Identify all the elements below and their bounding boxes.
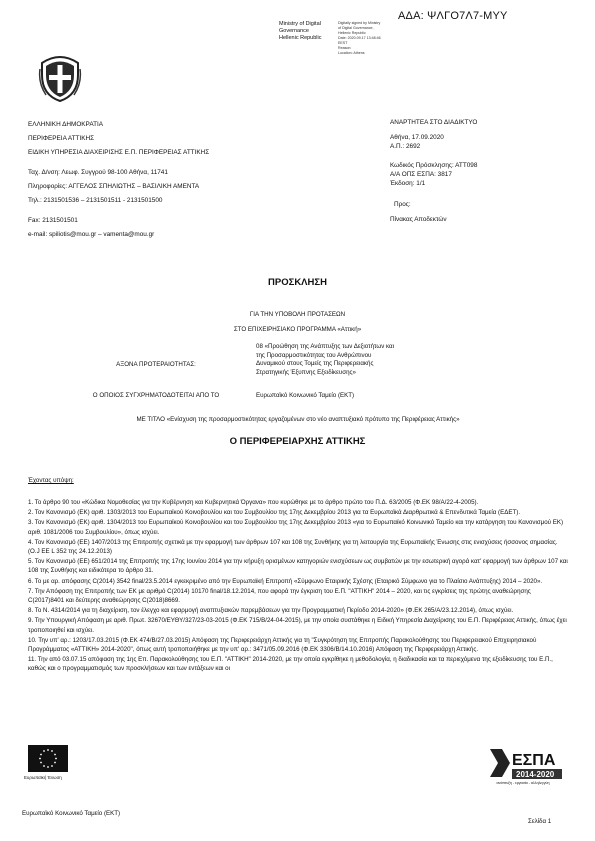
page-number: Σελίδα 1 bbox=[528, 818, 552, 825]
signature-detail-line: Date: 2020.09.17 13:48:46 bbox=[338, 36, 381, 40]
considerations-list bbox=[28, 498, 568, 675]
signature-detail-line: Hellenic Republic bbox=[338, 31, 366, 35]
region-name: ΠΕΡΙΦΕΡΕΙΑ ΑΤΤΙΚΗΣ bbox=[28, 135, 95, 142]
fax-number: Fax: 2131501501 bbox=[28, 217, 78, 224]
regional-governor-heading: Ο ΠΕΡΙΦΕΡΕΙΑΡΧΗΣ ΑΤΤΙΚΗΣ bbox=[229, 436, 366, 447]
espa-slogan: ανάπτυξη - εργασία - αλληλεγγύη bbox=[496, 781, 550, 785]
list-item: 9. Την Υπουργική Απόφαση με αριθ. Πρωτ. 32670/ΕΥΘΥ/327/23-03-2015 (Φ.ΕΚ 715/Β/24-04-2015), με την οποία συστάθηκε η Ειδική Υπηρεσία Διαχείρισης του Ε.Π. Περιφέρειας Αττικής, όπως έχει τροποποιηθεί και ισχύει. bbox=[28, 617, 567, 634]
priority-axis-value bbox=[256, 343, 516, 377]
signer-line: Governance bbox=[279, 28, 309, 34]
espa-brand: ΕΣΠΑ bbox=[512, 752, 556, 769]
eu-flag-icon bbox=[28, 745, 68, 772]
priority-axis-label: ΑΞΟΝΑ ΠΡΟΤΕΡΑΙΟΤΗΤΑΣ: bbox=[116, 361, 196, 368]
espa-period: 2014-2020 bbox=[516, 770, 555, 779]
list-item: 6. Το με αρ. απόφασης C(2014) 3542 final/23.5.2014 εγκεκριμένο από την Ευρωπαϊκή Επιτροπή «Σύμφωνο Εταιρικής Σχέσης (Εταιρικό Σύμφωνο για το Πλαίσιο Ανάπτυξης) 2014 – 2020». bbox=[28, 577, 543, 585]
issuing-authority-block bbox=[28, 118, 308, 242]
signature-detail-line: Reason: bbox=[338, 46, 352, 50]
list-item: 11. Την από 03.07.15 απόφαση της 1ης Επ. Παρακολούθησης του Ε.Π. "ΑΤΤΙΚΗ" 2014-2020, με την οποία εγκρίθηκε η μεθοδολογία, η διαδικασία και τα περιεχόμενα της εξειδίκευσης του Ε.Π., καθώς και ο προγραμματισμός των προσκλήσεων και των εντάξεων και οι bbox=[28, 656, 553, 673]
axis-line: Στρατηγικής Έξυπνης Εξειδίκευσης» bbox=[256, 368, 356, 376]
email-addresses[interactable]: e-mail: spiliotis@mou.gr – vamenta@mou.gr bbox=[28, 231, 155, 238]
phone-numbers: Τηλ.: 2131501536 – 2131501511 - 2131501500 bbox=[28, 197, 163, 204]
cofunded-label: Ο ΟΠΟΙΟΣ ΣΥΓΧΡΗΜΑΤΟΔΟΤΕΙΤΑΙ ΑΠΟ ΤΟ bbox=[92, 392, 220, 399]
list-item: 2. Τον Κανονισμό (ΕΚ) αριθ. 1303/2013 του Ευρωπαϊκού Κοινοβουλίου και του Συμβουλίου της 17ης Δεκεμβρίου 2013 για τα Ευρωπαϊκά Διαρθρωτικά & Επενδυτικά Ταμεία (ΕΔΕΤ). bbox=[28, 509, 521, 517]
signer-line: Hellenic Republic bbox=[279, 35, 322, 41]
digital-signature-name bbox=[279, 21, 339, 42]
signature-detail-line: Location: Athens bbox=[338, 51, 365, 55]
contact-persons: Πληροφορίες: ΑΓΓΕΛΟΣ ΣΠΗΛΙΩΤΗΣ – ΒΑΣΙΛΙΚΗ ΑΜΕΝΤΑ bbox=[28, 183, 200, 190]
protocol-number: Α.Π.: 2692 bbox=[390, 143, 421, 150]
program-name: ΣΤΟ ΕΠΙΧΕΙΡΗΣΙΑΚΟ ΠΡΟΓΡΑΜΜΑ «Αττική» bbox=[233, 326, 362, 333]
country-name: ΕΛΛΗΝΙΚΗ ΔΗΜΟΚΡΑΤΙΑ bbox=[28, 121, 104, 128]
list-item: 10. Την υπ' αρ.: 1203/17.03.2015 (Φ.ΕΚ 474/Β/27.03.2015) Απόφαση της Περιφερειάρχη Αττικής για τη "Συγκρότηση της Επιτροπής Παρακολούθησης του Περιφερειακού Επιχειρησιακού Προγράμματος «ΑΤΤΙΚΗ» 2014-2020", όπως αυτή τροποποιήθηκε με την υπ' αρ.: 3471/05.09.2016 (Φ.ΕΚ 3306/Β/14.10.2016) Απόφαση της Περιφερειάρχη Αττικής. bbox=[28, 636, 537, 654]
cofunded-value: Ευρωπαϊκό Κοινωνικό Ταμείο (ΕΚΤ) bbox=[256, 392, 355, 399]
document-date: Αθήνα, 17.09.2020 bbox=[390, 134, 444, 141]
hellenic-coat-of-arms-icon bbox=[38, 53, 82, 103]
document-title: ΠΡΟΣΚΛΗΣΗ bbox=[268, 277, 327, 288]
espa-logo-icon bbox=[482, 745, 564, 785]
document-meta-block bbox=[390, 118, 580, 224]
list-item: 5. Τον Κανονισμό (ΕΕ) 651/2014 της Επιτροπής της 17ης Ιουνίου 2014 για την κήρυξη ορισμένων κατηγοριών ενισχύσεων ως συμβατών με την εσωτερική αγορά κατ' εφαρμογή των άρθρων 107 και 108 της Συνθήκης και ειδικότερα το άρθρο 31. bbox=[28, 558, 568, 575]
axis-line: Δυναμικού στους Τομείς της Περιφερειακής bbox=[256, 360, 374, 368]
list-item: 1. Το άρθρο 90 του «Κώδικα Νομοθεσίας για την Κυβέρνηση και Κυβερνητικά Όργανα» που κυρώθηκε με το άρθρο πρώτο του Π.Δ. 63/2005 (Φ.ΕΚ 98/Α/22-4-2005). bbox=[28, 499, 479, 506]
call-subject: ΜΕ ΤΙΤΛΟ «Ενίσχυση της προσαρμοστικότητας εργαζομένων στο νέο αναπτυξιακό πρότυπο της Περιφέρειας Αττικής» bbox=[136, 416, 460, 423]
list-item: 4. Τον Κανονισμό (ΕΕ) 1407/2013 της Επιτροπής σχετικά με την εφαρμογή των άρθρων 107 και 108 της Συνθήκης για τη λειτουργία της Ευρωπαϊκής Ένωσης στις ενισχύσεις ήσσονος σημασίας. (O.J EE L 352 της 24.12.2013) bbox=[28, 538, 558, 556]
call-code: Κωδικός Πρόσκλησης: ΑΤΤ098 bbox=[390, 162, 478, 169]
document-subtitle: ΓΙΑ ΤΗΝ ΥΠΟΒΟΛΗ ΠΡΟΤΑΣΕΩΝ bbox=[249, 311, 346, 318]
recipients-table-ref: Πίνακας Αποδεκτών bbox=[390, 216, 447, 223]
ada-code: ΑΔΑ: ΨΛΓΟ7Λ7-ΜΥΥ bbox=[398, 10, 508, 22]
signer-line: Ministry of Digital bbox=[279, 21, 321, 27]
signature-detail-line: Digitally signed by Ministry bbox=[338, 21, 381, 25]
axis-line: της Προσαρμοστικότητας του Ανθρώπινου bbox=[256, 351, 372, 359]
digital-signature-details bbox=[338, 21, 398, 56]
list-item: 7. Την Απόφαση της Επιτροπής των ΕΚ με αριθμό C(2014) 10170 final/18.12.2014, που αφορά την έγκριση του Ε.Π. "ΑΤΤΙΚΗ" 2014 – 2020, και τις εγκρίσεις της πρώτης αναθεώρησης C(2017)8401 και δεύτερης αναθεώρησης C(2018)8669. bbox=[28, 587, 531, 605]
publish-notice: ΑΝΑΡΤΗΤΕΑ ΣΤΟ ΔΙΑΔΙΚΤΥΟ bbox=[390, 119, 478, 126]
postal-address: Ταχ. Δ/νση: Λεωφ. Συγγρού 98-100 Αθήνα, 11741 bbox=[28, 169, 168, 176]
recipients-label: Προς: bbox=[394, 201, 411, 208]
eu-caption: Ευρωπαϊκή Ένωση bbox=[24, 775, 62, 780]
signature-detail-line: EEST bbox=[338, 41, 348, 45]
service-name: ΕΙΔΙΚΗ ΥΠΗΡΕΣΙΑ ΔΙΑΧΕΙΡΙΣΗΣ Ε.Π. ΠΕΡΙΦΕΡΕΙΑΣ ΑΤΤΙΚΗΣ bbox=[28, 149, 210, 156]
considerations-intro: Έχοντας υπόψη: bbox=[28, 477, 74, 484]
footer-fund: Ευρωπαϊκό Κοινωνικό Ταμείο (ΕΚΤ) bbox=[22, 810, 121, 817]
espa-id: Α/Α ΟΠΣ ΕΣΠΑ: 3817 bbox=[390, 171, 452, 178]
signature-detail-line: of Digital Governance, bbox=[338, 26, 374, 30]
list-item: 3. Τον Κανονισμό (ΕΚ) αριθ. 1304/2013 του Ευρωπαϊκού Κοινοβουλίου και του Συμβουλίου της 17ης Δεκεμβρίου 2013 «για το Ευρωπαϊκό Κοινωνικό Ταμείο και την κατάργηση του Κανονισμού ΕΚ) αριθ. 1081/2006 του Συμβουλίου», όπως ισχύει. bbox=[28, 519, 564, 536]
edition: Έκδοση: 1/1 bbox=[390, 180, 426, 187]
axis-line: 08 «Προώθηση της Ανάπτυξης των Δεξιοτήτων και bbox=[256, 343, 395, 350]
list-item: 8. Το Ν. 4314/2014 για τη διαχείριση, τον έλεγχο και εφαρμογή αναπτυξιακών παρεμβάσεων για την Προγραμματική Περίοδο 2014-2020» (Φ.ΕΚ 265/Α/23.12.2014), όπως ισχύει. bbox=[28, 607, 514, 615]
